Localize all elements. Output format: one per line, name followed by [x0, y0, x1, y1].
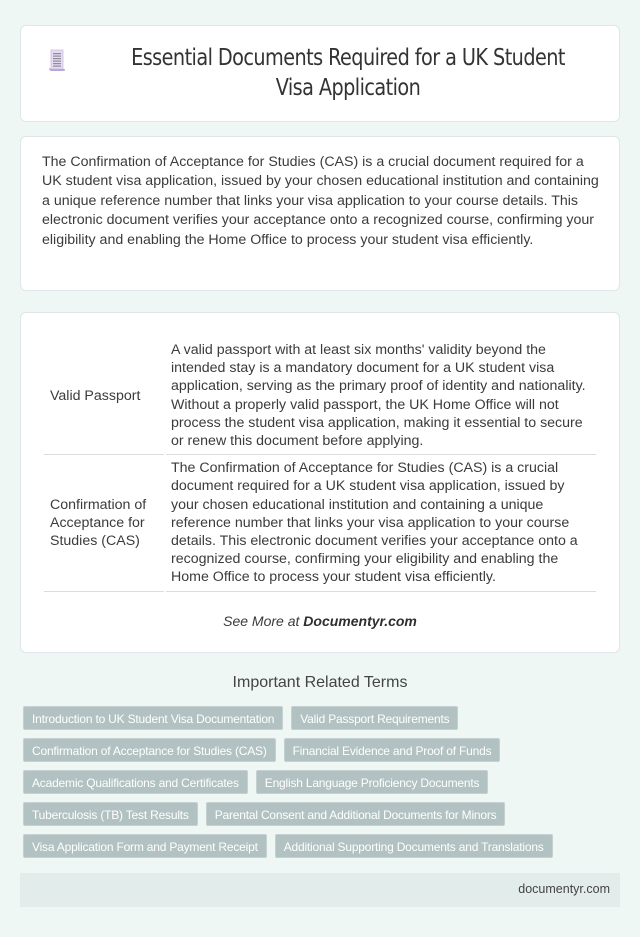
related-term-tag[interactable]: Parental Consent and Additional Documents for Minors: [206, 802, 506, 826]
documents-table: [42, 337, 598, 592]
related-term-tag[interactable]: Visa Application Form and Payment Receipt: [23, 834, 267, 858]
header-card: [20, 25, 620, 122]
receipt-document-icon: [48, 49, 66, 73]
intro-text: The Confirmation of Acceptance for Studies (CAS) is a crucial document required for a UK student visa application, issued by your chosen educational institution and containing a unique reference number that links your visa application to your course details. This electronic document verifies your acceptance onto a recognized course, confirming your eligibility and enabling the Home Office to process your student visa efficiently.: [42, 154, 599, 248]
page-title: Essential Documents Required for a UK Student Visa Application: [131, 45, 565, 101]
table-row-term: Confirmation of Acceptance for Studies (CAS): [44, 455, 164, 591]
see-more-prefix: See More at: [223, 613, 304, 629]
footer-site-link[interactable]: documentyr.com: [518, 882, 610, 896]
table-row: [44, 337, 596, 455]
table-row-description: The Confirmation of Acceptance for Studies (CAS) is a crucial document required for a UK student visa application, issued by your chosen educational institution and containing a unique reference number that links your visa application to your course details. This electronic document verifies your acceptance onto a recognized course, confirming your eligibility and enabling the Home Office to process your student visa efficiently.: [166, 455, 596, 591]
related-term-tag[interactable]: Valid Passport Requirements: [291, 706, 458, 730]
table-row-term: Valid Passport: [44, 337, 164, 455]
related-term-tag[interactable]: Academic Qualifications and Certificates: [23, 770, 248, 794]
related-term-tag[interactable]: Financial Evidence and Proof of Funds: [284, 738, 501, 762]
footer: [20, 873, 620, 907]
table-row-description: A valid passport with at least six months' validity beyond the intended stay is a mandatory document for a UK student visa application, serving as the primary proof of identity and nationality. Without a properly valid passport, the UK Home Office will not process the student visa application, making it essential to secure or renew this document before applying.: [166, 337, 596, 455]
see-more-line: [21, 613, 619, 629]
documents-table-card: [20, 312, 620, 653]
related-term-tag[interactable]: Confirmation of Acceptance for Studies (CAS): [23, 738, 276, 762]
intro-card: [20, 136, 620, 291]
related-term-tag[interactable]: Introduction to UK Student Visa Documentation: [23, 706, 283, 730]
related-term-tag[interactable]: English Language Proficiency Documents: [256, 770, 489, 794]
related-term-tag[interactable]: Tuberculosis (TB) Test Results: [23, 802, 198, 826]
related-terms-heading: Important Related Terms: [232, 674, 408, 691]
related-terms-list: [23, 706, 603, 858]
see-more-link[interactable]: Documentyr.com: [303, 613, 417, 629]
table-row: [44, 455, 596, 591]
related-term-tag[interactable]: Additional Supporting Documents and Translations: [275, 834, 553, 858]
